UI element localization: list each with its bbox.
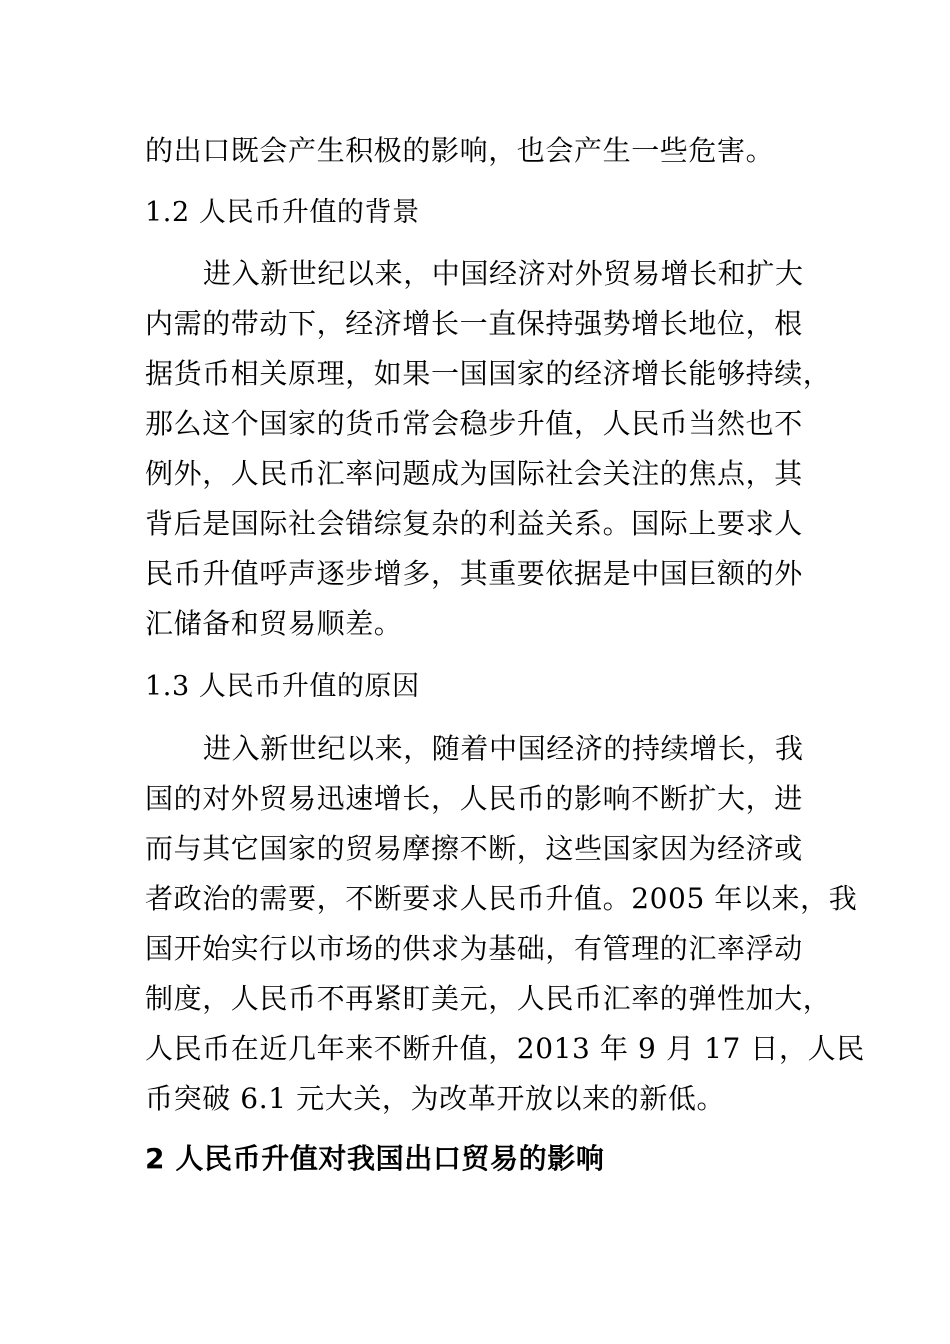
paragraph-line: 民币升值呼声逐步增多，其重要依据是中国巨额的外 (145, 557, 803, 590)
paragraph-continuation-line: 的出口既会产生积极的影响，也会产生一些危害。 (145, 134, 775, 167)
paragraph-line: 者政治的需要，不断要求人民币升值。2005 年以来，我 (145, 882, 858, 915)
paragraph-line: 币突破 6.1 元大关，为改革开放以来的新低。 (145, 1082, 726, 1115)
paragraph-line: 进入新世纪以来，随着中国经济的持续增长，我 (203, 732, 804, 765)
paragraph-line: 而与其它国家的贸易摩擦不断，这些国家因为经济或 (145, 832, 803, 865)
paragraph-line: 进入新世纪以来，中国经济对外贸易增长和扩大 (203, 257, 804, 290)
paragraph-line: 人民币在近几年来不断升值，2013 年 9 月 17 日，人民 (145, 1032, 865, 1065)
paragraph-line: 汇储备和贸易顺差。 (145, 607, 403, 640)
paragraph-line: 那么这个国家的货币常会稳步升值，人民币当然也不 (145, 407, 803, 440)
section-heading-1-3: 1.3 人民币升值的原因 (145, 671, 420, 702)
paragraph-line: 例外，人民币汇率问题成为国际社会关注的焦点，其 (145, 457, 803, 490)
paragraph-line: 国开始实行以市场的供求为基础，有管理的汇率浮动 (145, 932, 803, 965)
section-heading-2: 2 人民币升值对我国出口贸易的影响 (145, 1142, 605, 1175)
paragraph-line: 制度，人民币不再紧盯美元，人民币汇率的弹性加大， (145, 982, 832, 1015)
section-heading-1-2: 1.2 人民币升值的背景 (145, 197, 420, 228)
paragraph-line: 据货币相关原理，如果一国国家的经济增长能够持续， (145, 357, 832, 390)
paragraph-line: 背后是国际社会错综复杂的利益关系。国际上要求人 (145, 507, 803, 540)
paragraph-line: 国的对外贸易迅速增长，人民币的影响不断扩大，进 (145, 782, 803, 815)
paragraph-line: 内需的带动下，经济增长一直保持强势增长地位，根 (145, 307, 803, 340)
